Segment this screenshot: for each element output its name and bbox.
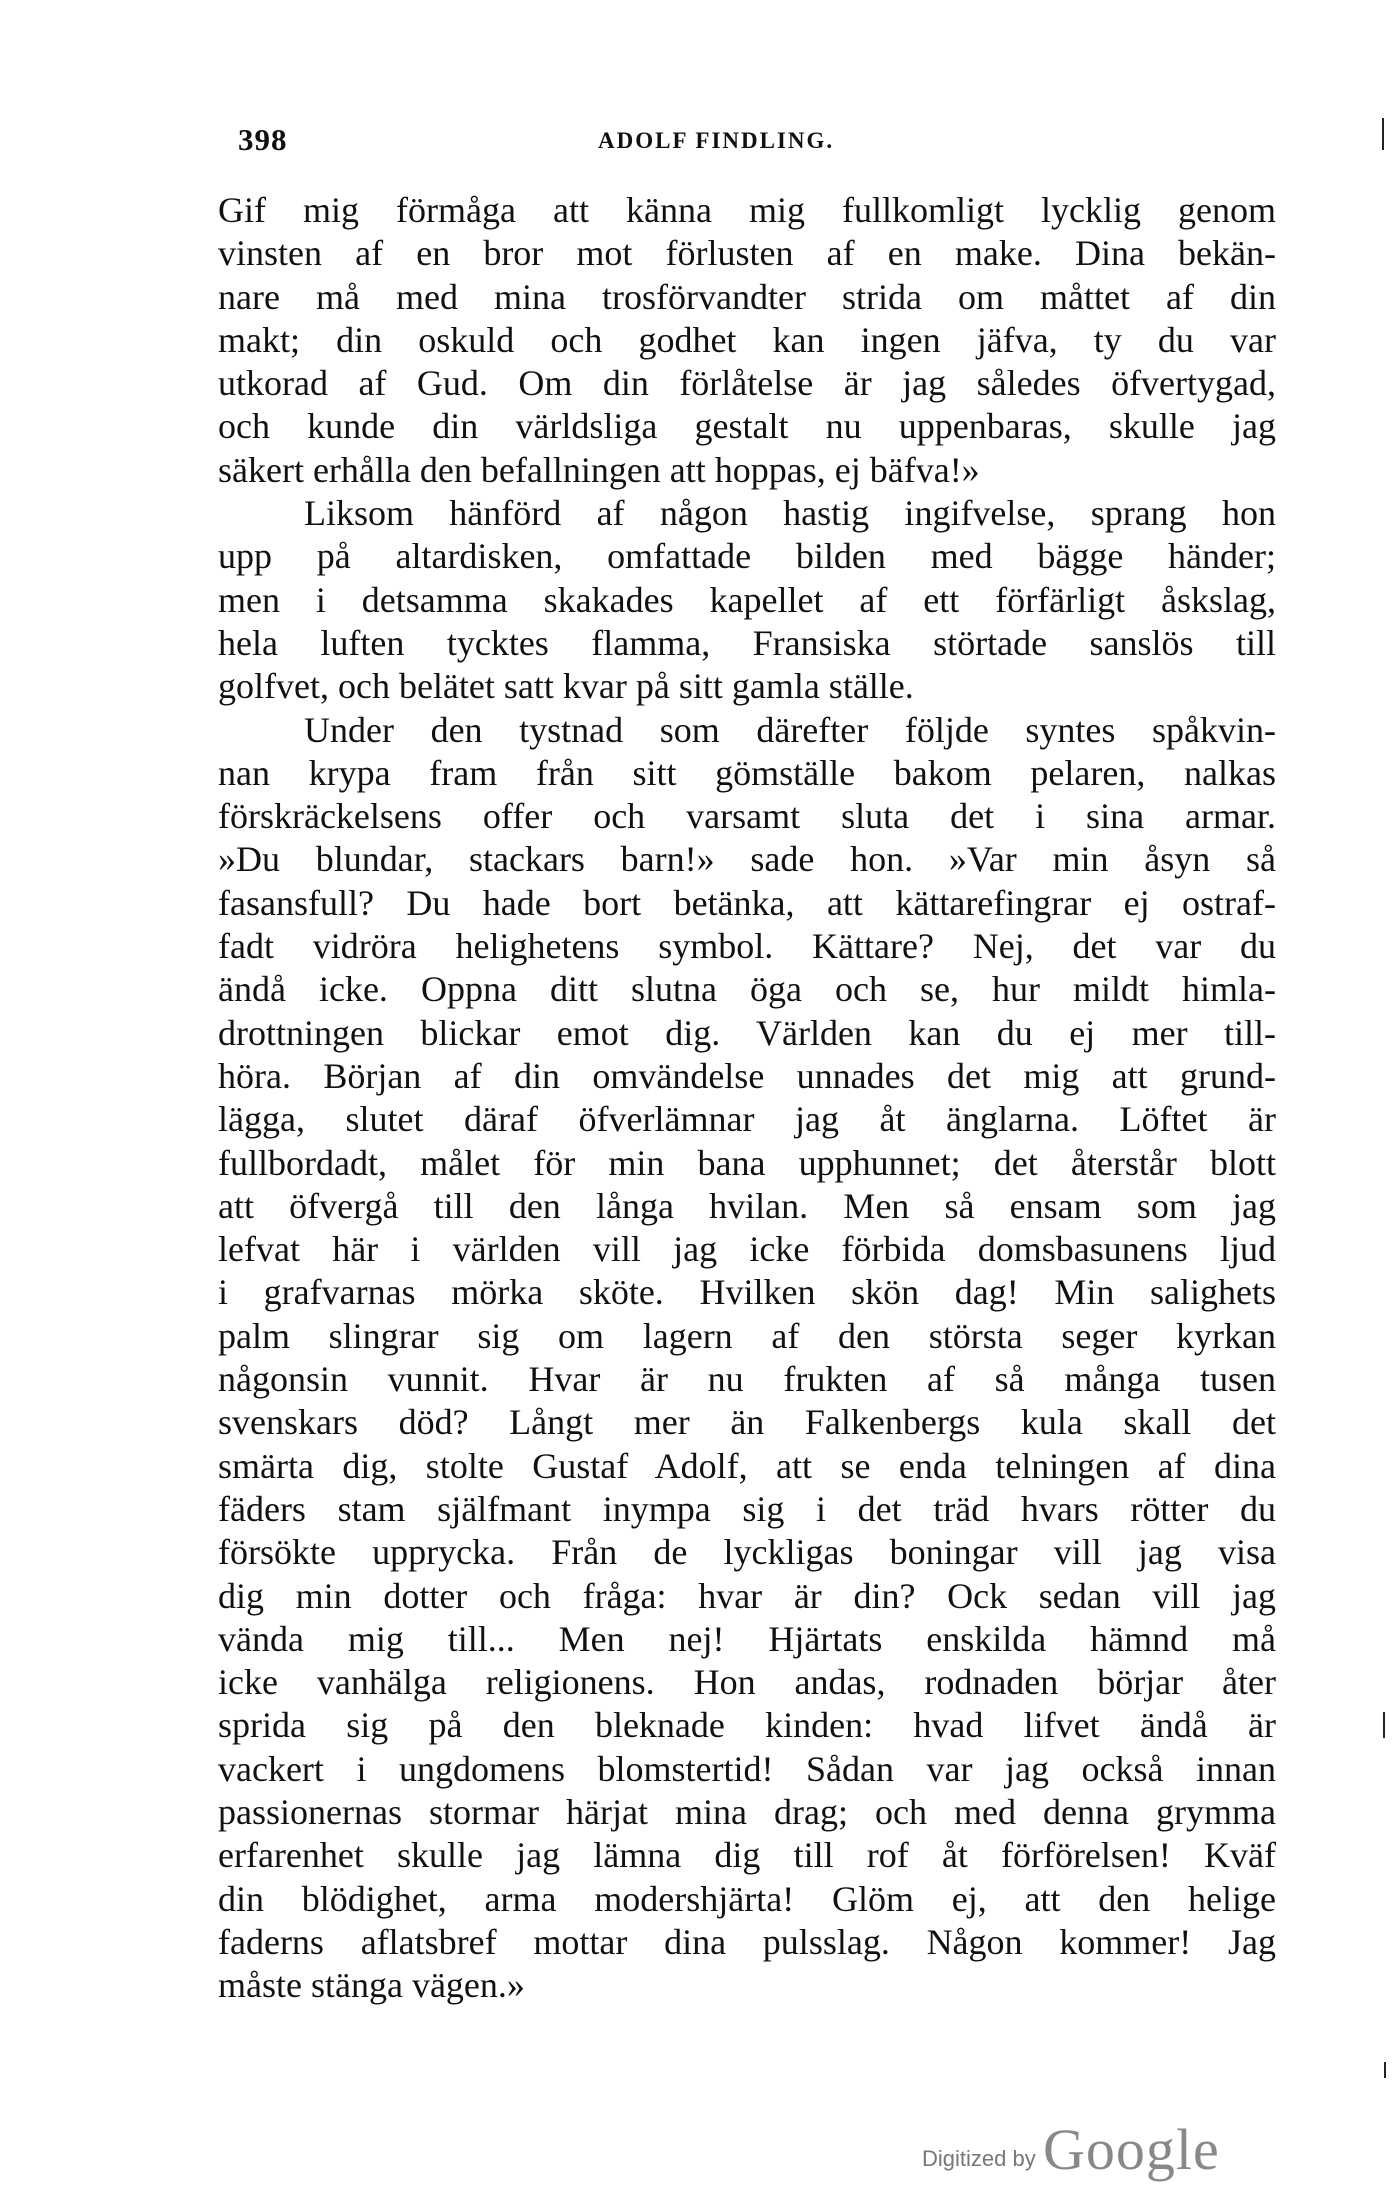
digitized-by-label: Digitized by <box>922 2146 1036 2171</box>
running-title: ADOLF FINDLING. <box>598 128 835 153</box>
text-line: nare må med mina trosförvandter strida om måttet af din <box>218 276 1276 317</box>
text-line: lägga, slutet däraf öfverlämnar jag åt änglarna. Löftet är <box>218 1099 1276 1140</box>
scan-edge-mark <box>1382 118 1384 150</box>
text-line: vända mig till... Men nej! Hjärtats enskilda hämnd må <box>218 1618 1276 1659</box>
text-line: måste stänga vägen.» <box>218 1965 525 2006</box>
google-logo: Google <box>1043 2117 1220 2182</box>
page-number: 398 <box>238 122 288 157</box>
scan-edge-mark <box>1383 1712 1385 1738</box>
text-line: vinsten af en bror mot förlusten af en make. Dina bekän- <box>218 233 1276 274</box>
text-line: upp på altardisken, omfattade bilden med bägge händer; <box>218 536 1276 577</box>
text-line: din blödighet, arma modershjärta! Glöm ej, att den helige <box>218 1878 1276 1919</box>
text-line: svenskars död? Långt mer än Falkenbergs kula skall det <box>218 1402 1276 1443</box>
text-line: Under den tystnad som därefter följde syntes spåkvin- <box>304 709 1276 750</box>
text-line: smärta dig, stolte Gustaf Adolf, att se enda telningen af dina <box>218 1445 1276 1486</box>
text-line: icke vanhälga religionens. Hon andas, rodnaden börjar åter <box>218 1662 1276 1703</box>
text-line: lefvat här i världen vill jag icke förbida domsbasunens ljud <box>218 1229 1276 1270</box>
text-line: i grafvarnas mörka sköte. Hvilken skön dag! Min salighets <box>218 1272 1276 1313</box>
text-line: och kunde din världsliga gestalt nu uppenbaras, skulle jag <box>218 406 1276 447</box>
text-line: fullbordadt, målet för min bana upphunnet; det återstår blott <box>218 1142 1276 1183</box>
text-line: utkorad af Gud. Om din förlåtelse är jag således öfvertygad, <box>218 363 1276 404</box>
text-line: säkert erhålla den befallningen att hoppas, ej bäfva!» <box>218 449 980 490</box>
text-line: golfvet, och belätet satt kvar på sitt gamla ställe. <box>218 666 914 707</box>
text-line: hela luften tycktes flamma, Fransiska störtade sanslös till <box>218 622 1276 663</box>
running-head <box>238 122 1278 162</box>
text-line: dig min dotter och fråga: hvar är din? Ock sedan vill jag <box>218 1575 1276 1616</box>
text-line: nan krypa fram från sitt gömställe bakom pelaren, nalkas <box>218 752 1276 793</box>
text-line: höra. Början af din omvändelse unnades det mig att grund- <box>218 1055 1276 1096</box>
text-line: palm slingrar sig om lagern af den största seger kyrkan <box>218 1315 1276 1356</box>
text-line: sprida sig på den bleknade kinden: hvad lifvet ändå är <box>218 1705 1276 1746</box>
text-line: ändå icke. Oppna ditt slutna öga och se, hur mildt himla- <box>218 969 1276 1010</box>
scan-edge-mark <box>1384 2062 1386 2078</box>
text-line: fäders stam själfmant inympa sig i det träd hvars rötter du <box>218 1488 1276 1529</box>
text-line: erfarenhet skulle jag lämna dig till rof åt förförelsen! Kväf <box>218 1835 1276 1876</box>
body-text <box>218 189 1276 2007</box>
text-line: makt; din oskuld och godhet kan ingen jäfva, ty du var <box>218 319 1276 360</box>
text-line: faderns aflatsbref mottar dina pulsslag. Någon kommer! Jag <box>218 1921 1276 1962</box>
text-line: drottningen blickar emot dig. Världen kan du ej mer till- <box>218 1012 1276 1053</box>
text-line: förskräckelsens offer och varsamt sluta det i sina armar. <box>218 796 1276 837</box>
text-line: men i detsamma skakades kapellet af ett förfärligt åskslag, <box>218 579 1276 620</box>
text-line: någonsin vunnit. Hvar är nu frukten af så många tusen <box>218 1359 1276 1400</box>
text-line: passionernas stormar härjat mina drag; och med denna grymma <box>218 1791 1276 1832</box>
text-line: försökte upprycka. Från de lyckligas boningar vill jag visa <box>218 1532 1276 1573</box>
text-line: Liksom hänförd af någon hastig ingifvelse, sprang hon <box>304 493 1276 534</box>
text-line: »Du blundar, stackars barn!» sade hon. »Var min åsyn så <box>218 839 1276 880</box>
text-line: Gif mig förmåga att känna mig fullkomligt lycklig genom <box>218 190 1276 230</box>
text-line: vackert i ungdomens blomstertid! Sådan var jag också innan <box>218 1748 1276 1789</box>
text-line: att öfvergå till den långa hvilan. Men så ensam som jag <box>218 1185 1276 1226</box>
text-line: fasansfull? Du hade bort betänka, att kättarefingrar ej ostraf- <box>218 882 1276 923</box>
text-line: fadt vidröra helighetens symbol. Kättare? Nej, det var du <box>218 926 1276 967</box>
